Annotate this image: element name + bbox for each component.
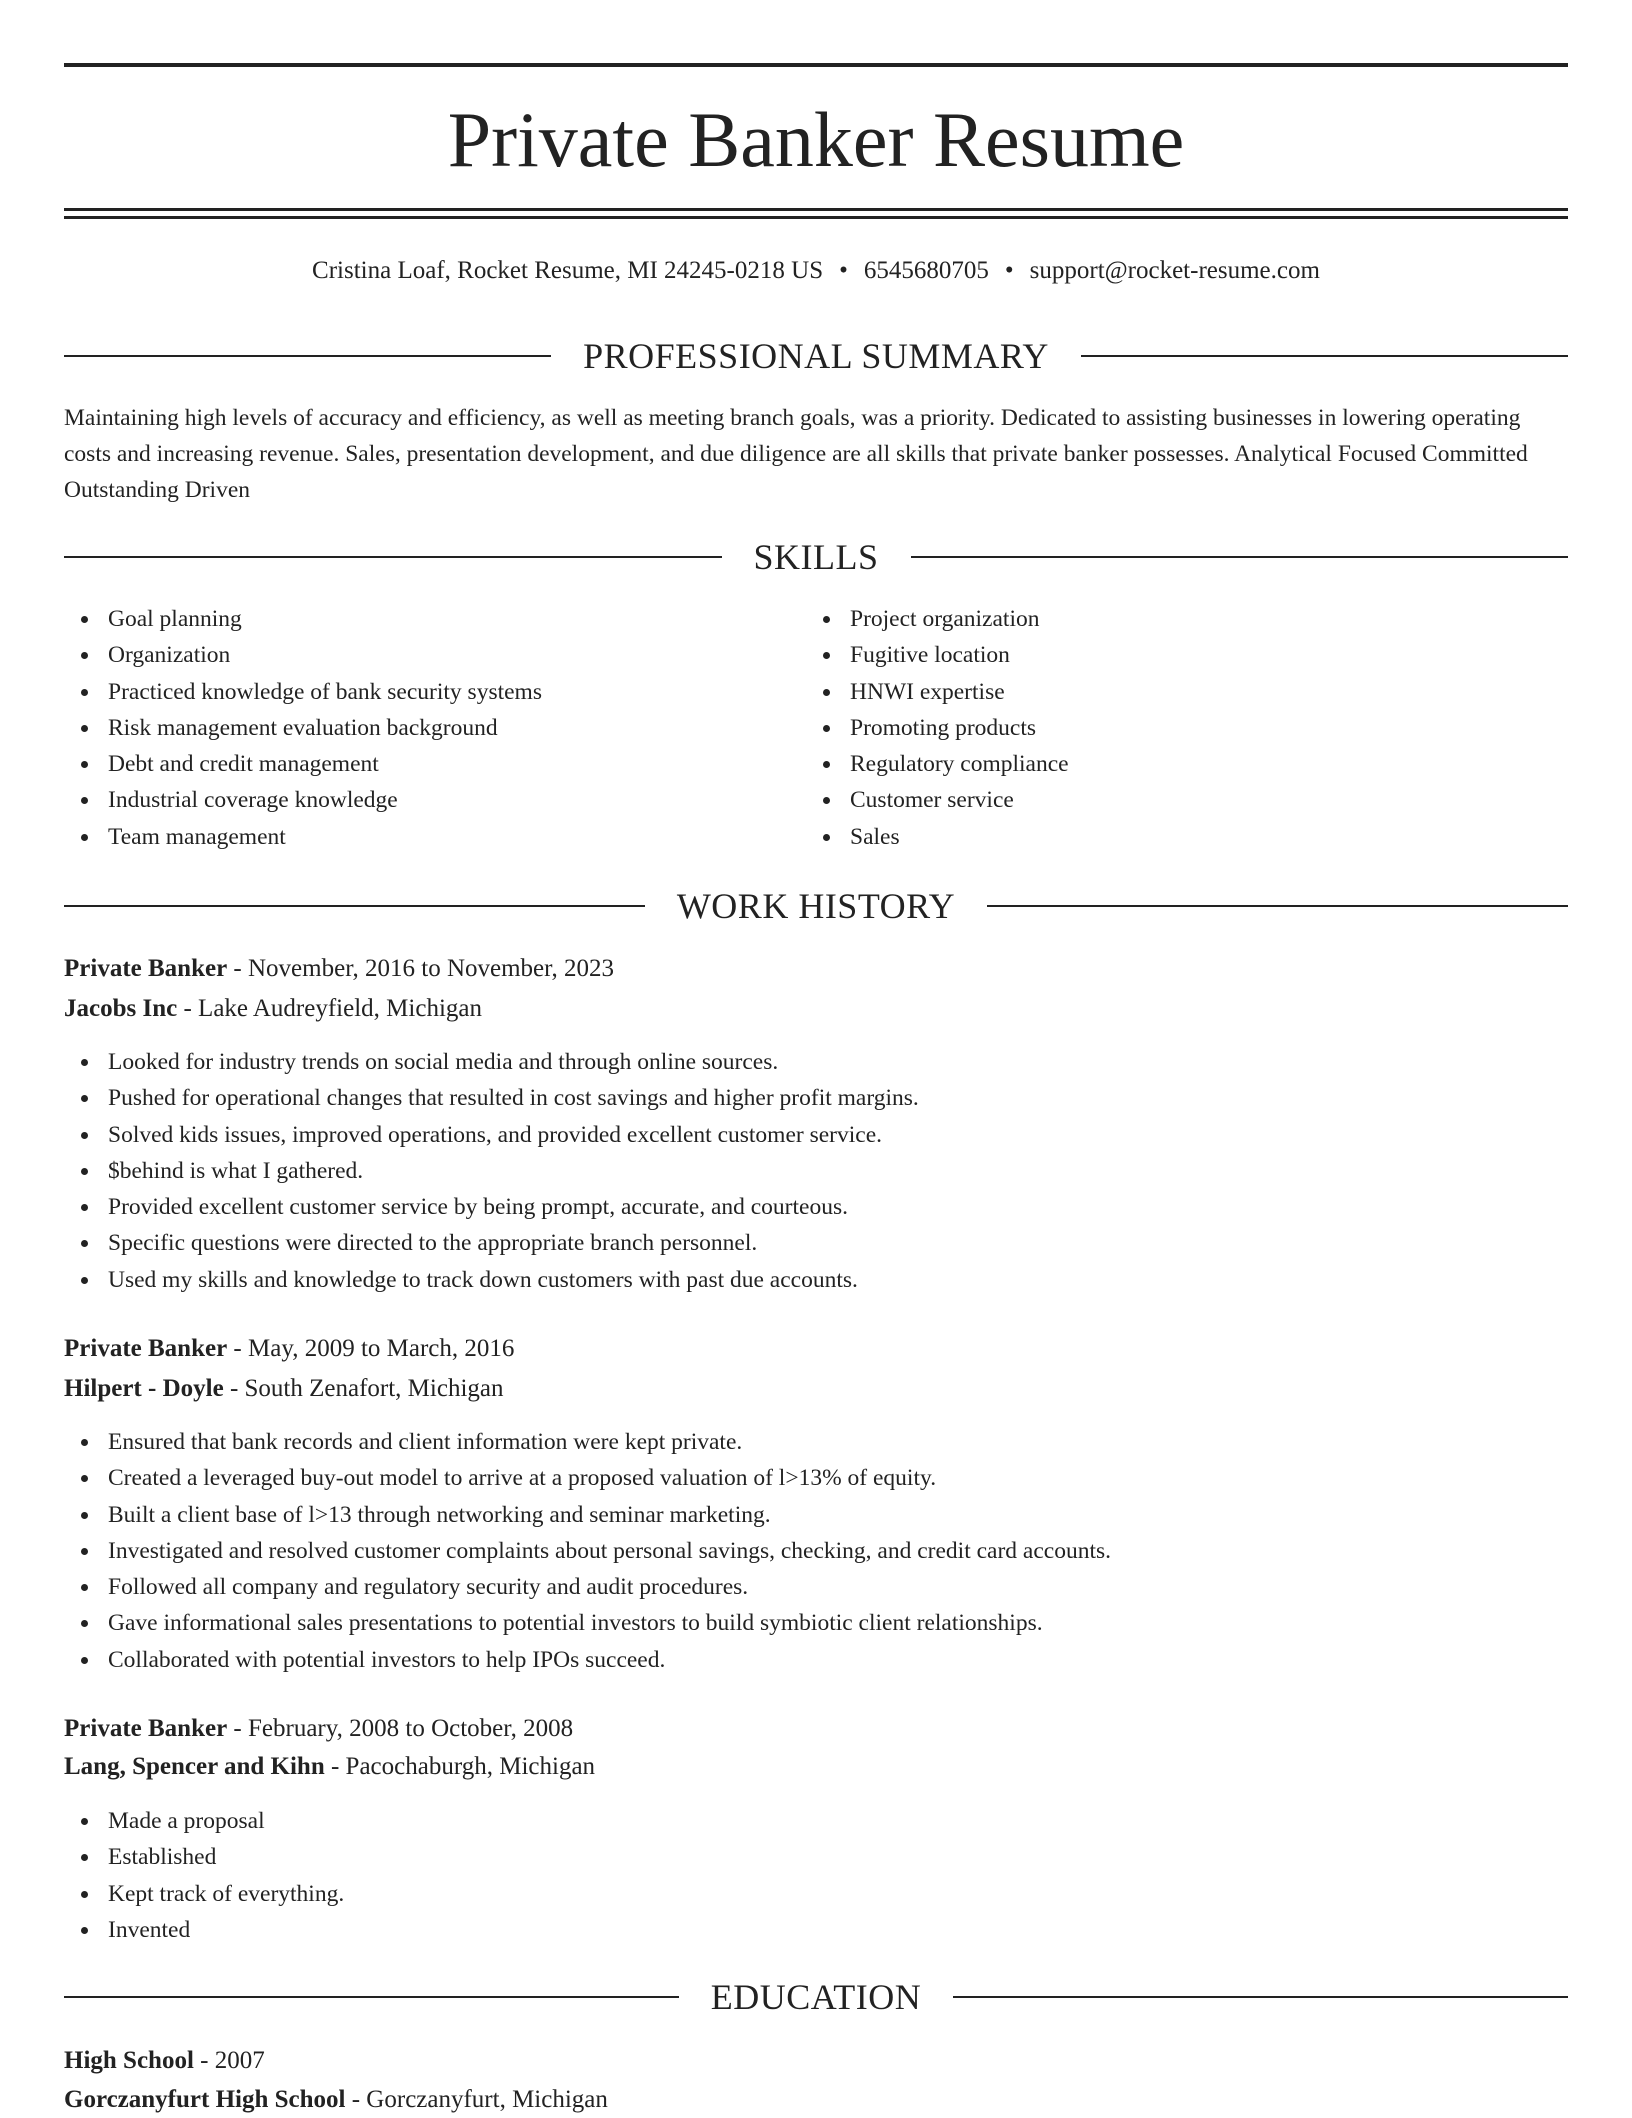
job-duties <box>64 1803 1568 1948</box>
summary-text: Maintaining high levels of accuracy and efficiency, as well as meeting branch goals, was a priority. Dedicated to assisting businesses in lowering operating costs and increasing revenue. Sales, presentation development, and due diligence are all skills that private banker possesses. Analytical Focused Committed Outstanding Driven <box>64 405 1528 503</box>
duty-item: Invented <box>64 1912 1568 1948</box>
duty-item: Made a proposal <box>64 1803 1568 1839</box>
duty-item: Built a client base of l>13 through networking and seminar marketing. <box>64 1497 1568 1533</box>
skill-item: Organization <box>64 637 804 673</box>
job-title: Private Banker <box>64 1715 228 1742</box>
skill-item: Team management <box>64 819 804 855</box>
skill-item: Debt and credit management <box>64 746 804 782</box>
education-year: - 2007 <box>193 2047 265 2074</box>
education-degree: High School <box>64 2047 194 2074</box>
duty-item: Used my skills and knowledge to track down customers with past due accounts. <box>64 1262 1568 1298</box>
skill-item: Customer service <box>806 782 1546 818</box>
duty-item: $behind is what I gathered. <box>64 1153 1568 1189</box>
section-title: SKILLS <box>753 537 879 577</box>
skills-list-right <box>806 601 1546 855</box>
section-title: WORK HISTORY <box>676 886 956 926</box>
job-company-line <box>64 1749 1568 1785</box>
skill-item: Goal planning <box>64 601 804 637</box>
duty-item: Kept track of everything. <box>64 1876 1568 1912</box>
skill-item: Industrial coverage knowledge <box>64 782 804 818</box>
title-rule-upper <box>64 208 1568 211</box>
education-school: Gorczanyfurt High School <box>64 2086 346 2113</box>
skill-item: Project organization <box>806 601 1546 637</box>
duty-item: Created a leveraged buy-out model to arrive at a proposed valuation of l>13% of equity. <box>64 1460 1568 1496</box>
job-duties <box>64 1044 1568 1298</box>
skill-item: Risk management evaluation background <box>64 710 804 746</box>
skills-column-left <box>64 601 804 855</box>
divider <box>64 556 722 558</box>
divider <box>1081 355 1568 357</box>
duty-item: Specific questions were directed to the appropriate branch personnel. <box>64 1225 1568 1261</box>
contact-phone: 6545680705 <box>863 257 989 284</box>
divider <box>953 1996 1568 1998</box>
section-header-summary <box>64 334 1568 378</box>
skill-item: Practiced knowledge of bank security systems <box>64 674 804 710</box>
duty-item: Pushed for operational changes that resulted in cost savings and higher profit margins. <box>64 1080 1568 1116</box>
divider <box>911 556 1569 558</box>
skills-list-left <box>64 601 804 855</box>
contact-line <box>64 254 1568 288</box>
duty-item: Gave informational sales presentations to potential investors to build symbiotic client relationships. <box>64 1605 1568 1641</box>
job-location: - Lake Audreyfield, Michigan <box>177 995 482 1022</box>
contact-address: Cristina Loaf, Rocket Resume, MI 24245-0218 US <box>312 257 824 284</box>
duty-item: Provided excellent customer service by being prompt, accurate, and courteous. <box>64 1189 1568 1225</box>
duty-item: Investigated and resolved customer complaints about personal savings, checking, and credit card accounts. <box>64 1533 1568 1569</box>
skill-item: Regulatory compliance <box>806 746 1546 782</box>
education-school-line <box>64 2082 1568 2118</box>
job-title-line <box>64 1331 1568 1367</box>
contact-separator: • <box>839 257 848 284</box>
job-title-line <box>64 951 1568 987</box>
skill-item: Promoting products <box>806 710 1546 746</box>
job-company: Jacobs Inc <box>64 995 178 1022</box>
job-company-line <box>64 991 1568 1027</box>
title-rule-lower <box>64 216 1568 219</box>
contact-separator: • <box>1004 257 1014 284</box>
section-title: PROFESSIONAL SUMMARY <box>583 336 1049 376</box>
page-title: Private Banker Resume <box>447 96 1185 183</box>
job-company-line <box>64 1371 1568 1407</box>
job-title-line <box>64 1711 1568 1747</box>
divider <box>64 905 645 907</box>
section-header-education <box>64 1975 1568 2019</box>
education-location: - Gorczanyfurt, Michigan <box>345 2086 608 2113</box>
job-dates: - November, 2016 to November, 2023 <box>227 955 614 982</box>
top-rule <box>64 63 1568 67</box>
job-duties <box>64 1424 1568 1678</box>
skills-column-right <box>806 601 1546 855</box>
contact-email: support@rocket-resume.com <box>1029 257 1320 284</box>
skill-item: HNWI expertise <box>806 674 1546 710</box>
divider <box>64 1996 679 1998</box>
job-company: Lang, Spencer and Kihn <box>64 1753 325 1780</box>
job-dates: - February, 2008 to October, 2008 <box>227 1715 574 1742</box>
duty-item: Solved kids issues, improved operations, and provided excellent customer service. <box>64 1117 1568 1153</box>
skill-item: Fugitive location <box>806 637 1546 673</box>
duty-item: Followed all company and regulatory security and audit procedures. <box>64 1569 1568 1605</box>
duty-item: Established <box>64 1839 1568 1875</box>
duty-item: Ensured that bank records and client information were kept private. <box>64 1424 1568 1460</box>
job-company: Hilpert - Doyle <box>64 1375 224 1402</box>
section-header-work-history <box>64 884 1568 928</box>
section-title: EDUCATION <box>710 1977 922 2017</box>
job-location: - South Zenafort, Michigan <box>223 1375 504 1402</box>
duty-item: Collaborated with potential investors to help IPOs succeed. <box>64 1642 1568 1678</box>
job-location: - Pacochaburgh, Michigan <box>324 1753 596 1780</box>
duty-item: Looked for industry trends on social media and through online sources. <box>64 1044 1568 1080</box>
divider <box>987 905 1568 907</box>
job-dates: - May, 2009 to March, 2016 <box>227 1335 515 1362</box>
section-header-skills <box>64 535 1568 579</box>
skill-item: Sales <box>806 819 1546 855</box>
education-degree-line <box>64 2043 1568 2079</box>
job-title: Private Banker <box>64 1335 228 1362</box>
divider <box>64 355 551 357</box>
job-title: Private Banker <box>64 955 228 982</box>
